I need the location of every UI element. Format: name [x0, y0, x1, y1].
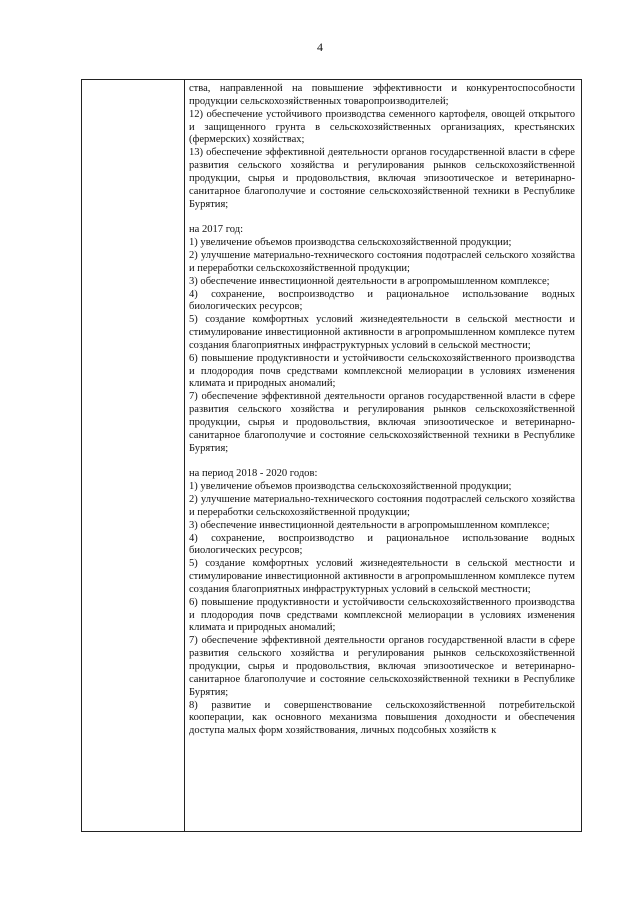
- page-number: 4: [317, 40, 323, 54]
- paragraph: 12) обеспечение устойчивого производства семенного картофеля, овощей открытого и защищенного грунта в сельскохозяйственных организациях, крестьянских (фермерских) хозяйствах;: [189, 108, 575, 146]
- list-item: 2) улучшение материально-технического состояния подотраслей сельского хозяйства и переработки сельскохозяйственной продукции;: [189, 249, 575, 274]
- table-right-column: [185, 80, 581, 831]
- section-heading-2017: на 2017 год:: [189, 224, 244, 236]
- section-heading-2018-2020: на период 2018 - 2020 годов:: [189, 468, 318, 480]
- list-item: 4) сохранение, воспроизводство и рациональное использование водных биологических ресурсов;: [189, 532, 575, 557]
- list-item: 5) создание комфортных условий жизнедеятельности в сельской местности и стимулирование инвестиционной активности в агропромышленном комплексе путем создания благоприятных инфраструктурных условий в сельской местности;: [189, 314, 575, 351]
- list-item: 7) обеспечение эффективной деятельности органов государственной власти в сфере развития сельского хозяйства и регулирования рынков сельскохозяйственной продукции, сырья и продовольствия, включая эпизоотическое и ветеринарно-санитарное благополучие и состояние сельскохозяйственной техники в Республике Бурятия;: [189, 635, 575, 698]
- list-item: 6) повышение продуктивности и устойчивости сельскохозяйственного производства и плодородия почв средствами комплексной мелиорации в условиях изменения климата и природных аномалий;: [189, 352, 575, 390]
- document-table: [81, 79, 582, 832]
- list-item: 6) повышение продуктивности и устойчивости сельскохозяйственного производства и плодородия почв средствами комплексной мелиорации в условиях изменения климата и природных аномалий;: [189, 596, 575, 634]
- list-item: 7) обеспечение эффективной деятельности органов государственной власти в сфере развития сельского хозяйства и регулирования рынков сельскохозяйственной продукции, сырья и продовольствия, включая эпизоотическое и ветеринарно-санитарное благополучие и состояние сельскохозяйственной техники в Республике Бурятия;: [189, 391, 575, 454]
- list-item: 3) обеспечение инвестиционной деятельности в агропромышленном комплексе;: [189, 519, 550, 531]
- list-item: 4) сохранение, воспроизводство и рациональное использование водных биологических ресурсов;: [189, 288, 575, 313]
- list-item: 1) увеличение объемов производства сельскохозяйственной продукции;: [189, 237, 512, 249]
- table-left-column: [82, 80, 185, 831]
- paragraph: ства, направленной на повышение эффективности и конкурентоспособности продукции сельскохозяйственных товаропроизводителей;: [189, 83, 575, 107]
- list-item: 5) создание комфортных условий жизнедеятельности в сельской местности и стимулирование инвестиционной активности в агропромышленном комплексе путем создания благоприятных инфраструктурных условий в сельской местности;: [189, 558, 575, 595]
- list-item: 8) развитие и совершенствование сельскохозяйственной потребительской кооперации, как основного механизма повышения доходности и обеспечения доступа малых форм хозяйствования, личных подсобных хозяйств к: [189, 699, 575, 737]
- list-item: 3) обеспечение инвестиционной деятельности в агропромышленном комплексе;: [189, 275, 550, 287]
- paragraph: 13) обеспечение эффективной деятельности органов государственной власти в сфере развития сельского хозяйства и регулирования рынков сельскохозяйственной продукции, сырья и продовольствия, включая эпизоотическое и ветеринарно-санитарное благополучие и состояние сельскохозяйственной техники в Республике Бурятия;: [189, 147, 575, 210]
- list-item: 2) улучшение материально-технического состояния подотраслей сельского хозяйства и переработки сельскохозяйственной продукции;: [189, 494, 575, 518]
- list-item: 1) увеличение объемов производства сельскохозяйственной продукции;: [189, 481, 512, 493]
